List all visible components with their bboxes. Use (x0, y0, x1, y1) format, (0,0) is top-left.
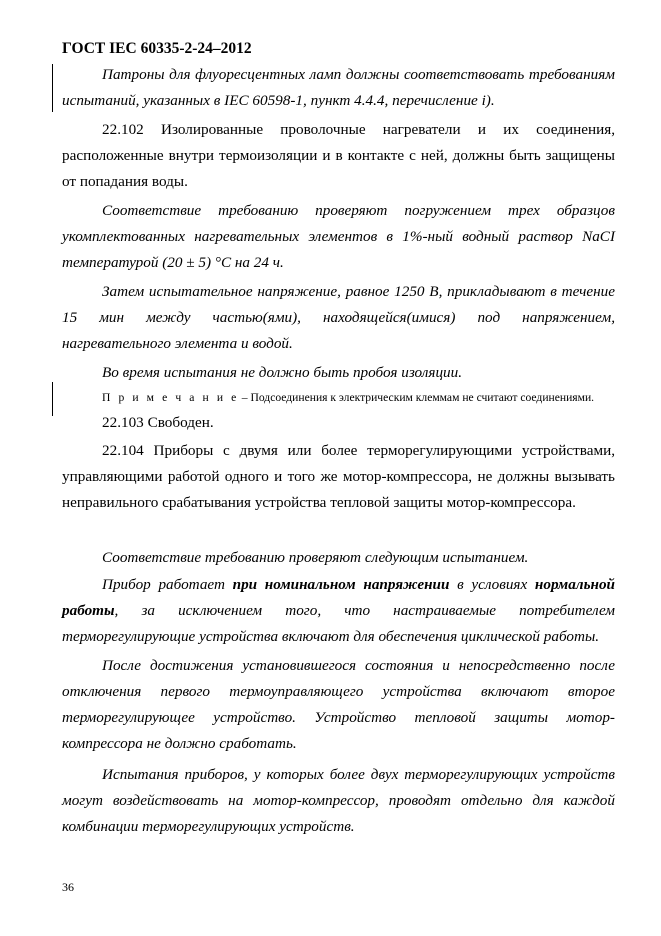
paragraph-compliance-immersion: Соответствие требованию проверяют погружением трех образцов укомплектованных нагревательных элементов в 1%-ный водный раствор NaCI температурой (20 ± 5) °С на 24 ч. (62, 202, 615, 271)
paragraph-appliance-operation (62, 572, 615, 650)
text-run: , за исключением того, что настраиваемые потребителем терморегулирующие устройства включают для обеспечения циклической работы. (62, 602, 615, 645)
document-header: ГОСТ IEC 60335-2-24–2012 (62, 40, 252, 57)
note-label: П р и м е ч а н и е (102, 391, 239, 404)
text-bold-normal-operation: нормальной работы (62, 576, 615, 619)
paragraph-compliance-test: Соответствие требованию проверяют следующим испытанием. (102, 549, 529, 566)
paragraph-22-104: 22.104 Приборы с двумя или более терморегулирующими устройствами, управляющими работой одного и того же мотор-компрессора, не должны вызывать неправильного срабатывания устройства тепловой защиты мотор-компрессора. (62, 442, 615, 511)
note-text: – Подсоединения к электрическим клеммам не считают соединениями. (238, 391, 595, 404)
text-run: Прибор работает (102, 576, 233, 593)
text-run: в условиях (449, 576, 535, 593)
paragraph-steady-state: После достижения установившегося состояния и непосредственно после отключения первого термоуправляющего устройства включают второе терморегулирующее устройство. Устройство тепловой защиты мотор-компрессора не должно сработать. (62, 657, 615, 752)
paragraph-lamp-holders: Патроны для флуоресцентных ламп должны соответствовать требованиям испытаний, указанных в IEC 60598-1, пункт 4.4.4, перечисление i). (62, 66, 615, 109)
paragraph-no-breakdown: Во время испытания не должно быть пробоя изоляции. (102, 364, 463, 381)
change-bar (52, 64, 53, 112)
paragraph-22-102: 22.102 Изолированные проволочные нагреватели и их соединения, расположенные внутри термоизоляции и в контакте с ней, должны быть защищены от попадания воды. (62, 121, 615, 190)
paragraph-combinations: Испытания приборов, у которых более двух терморегулирующих устройств могут воздействовать на мотор-компрессор, проводят отдельно для каждой комбинации терморегулирующих устройств. (62, 766, 615, 835)
change-bar (52, 382, 53, 416)
paragraph-test-voltage: Затем испытательное напряжение, равное 1250 В, прикладывают в течение 15 мин между частью(ями), находящейся(имися) под напряжением, нагревательного элемента и водой. (62, 283, 615, 352)
paragraph-22-103: 22.103 Свободен. (102, 414, 214, 431)
text-bold-rated-voltage: при номинальном напряжении (232, 576, 450, 593)
note (102, 390, 622, 406)
page-number: 36 (62, 880, 74, 894)
